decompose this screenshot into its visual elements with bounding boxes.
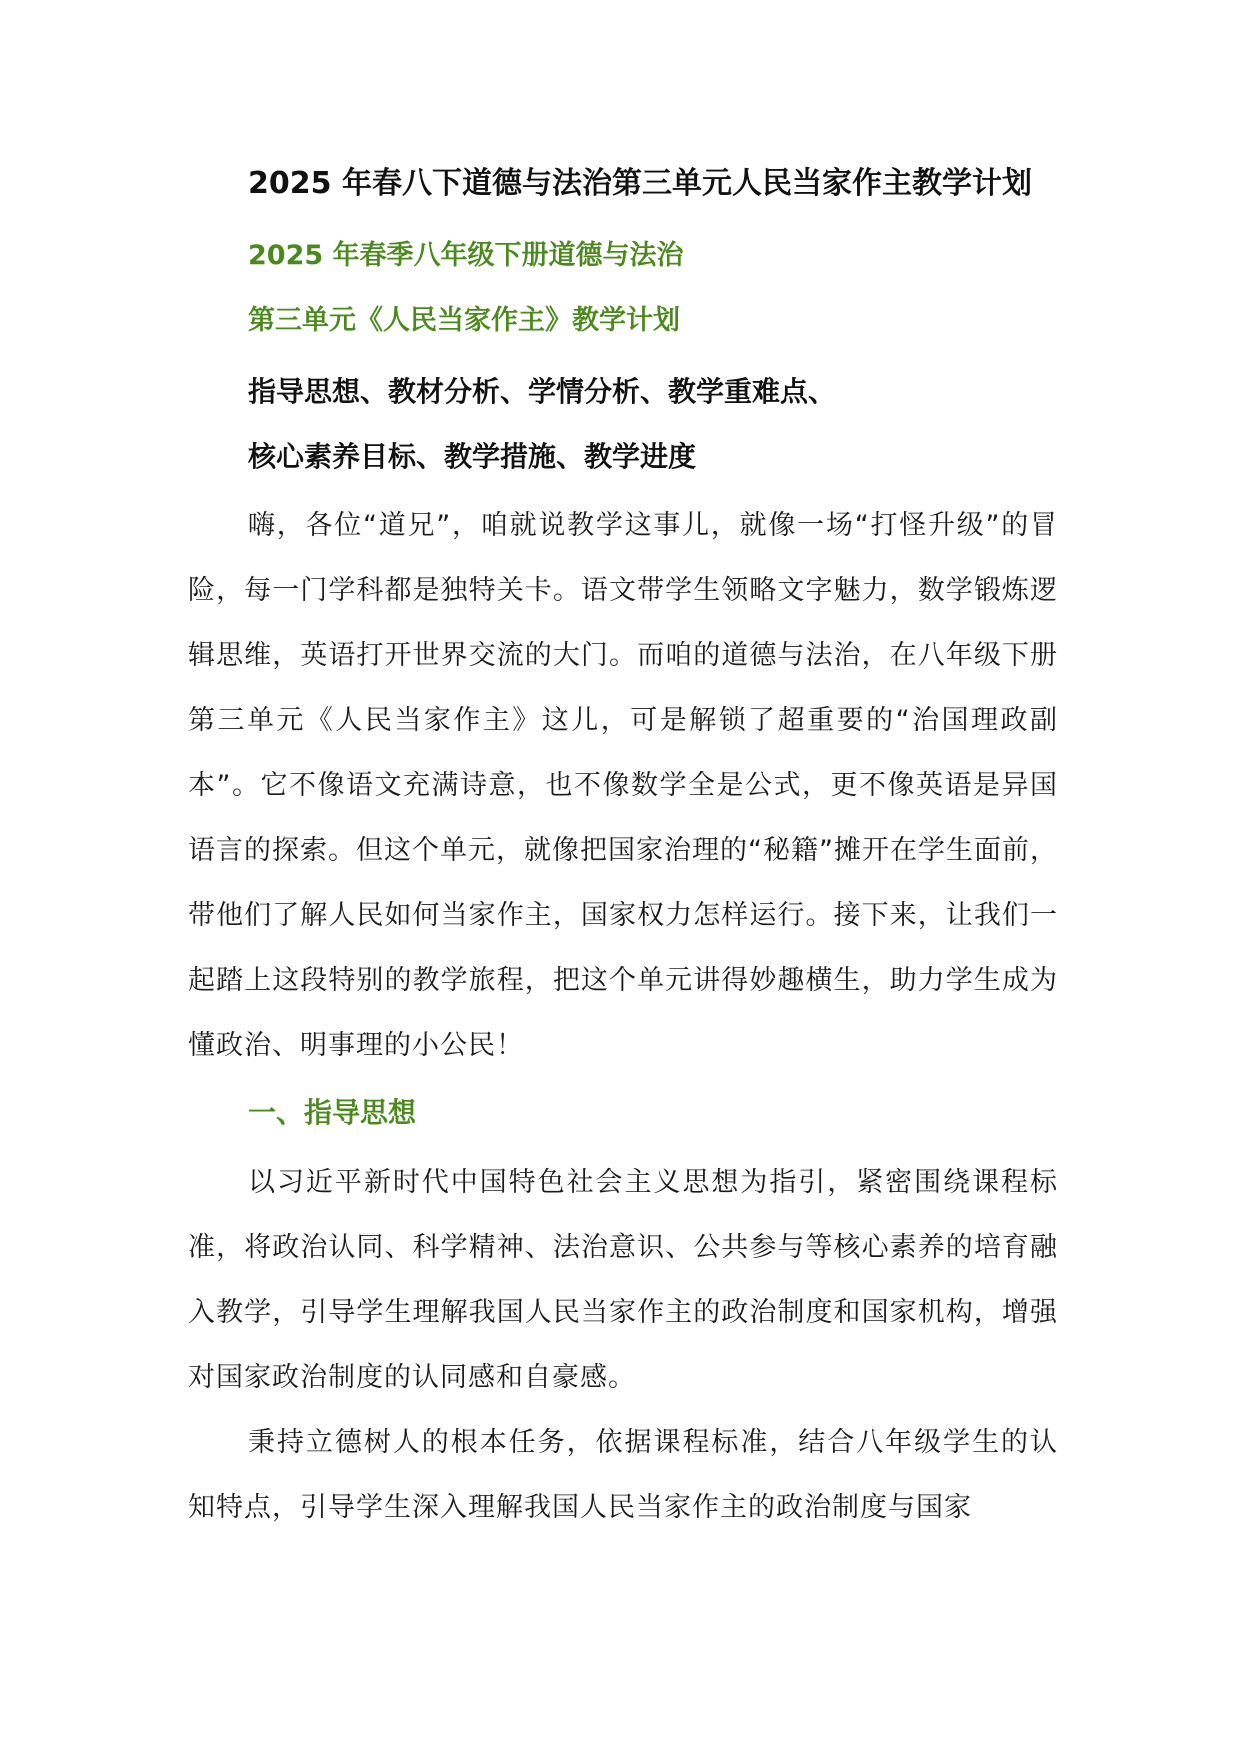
guiding-ideology-paragraph-1: 以习近平新时代中国特色社会主义思想为指引，紧密围绕课程标准，将政治认同、科学精神、法治意识、公共参与等核心素养的培育融入教学，引导学生理解我国人民当家作主的政治制度和国家机构，增强对国家政治制度的认同感和自豪感。 — [188, 1167, 1058, 1393]
document-title: 2025 年春八下道德与法治第三单元人民当家作主教学计划 — [248, 166, 1032, 201]
subtitle-unit-plan: 第三单元《人民当家作主》教学计划 — [248, 305, 680, 336]
subtitle-grade-subject: 2025 年春季八年级下册道德与法治 — [248, 240, 684, 271]
contents-line-2: 核心素养目标、教学措施、教学进度 — [248, 440, 697, 473]
contents-line-1: 指导思想、教材分析、学情分析、教学重难点、 — [248, 375, 837, 408]
section-heading-guiding-ideology: 一、指导思想 — [248, 1096, 417, 1129]
intro-paragraph: 嗨，各位“道兄”，咱就说教学这事儿，就像一场“打怪升级”的冒险，每一门学科都是独特关卡。语文带学生领略文字魅力，数学锻炼逻辑思维，英语打开世界交流的大门。而咱的道德与法治，在八年级下册第三单元《人民当家作主》这儿，可是解锁了超重要的“治国理政副本”。它不像语文充满诗意，也不像数学全是公式，更不像英语是异国语言的探索。但这个单元，就像把国家治理的“秘籍”摊开在学生面前，带他们了解人民如何当家作主，国家权力怎样运行。接下来，让我们一起踏上这段特别的教学旅程，把这个单元讲得妙趣横生，助力学生成为懂政治、明事理的小公民！ — [188, 510, 1058, 1061]
guiding-ideology-paragraph-2: 秉持立德树人的根本任务，依据课程标准，结合八年级学生的认知特点，引导学生深入理解我国人民当家作主的政治制度与国家 — [188, 1427, 1058, 1523]
